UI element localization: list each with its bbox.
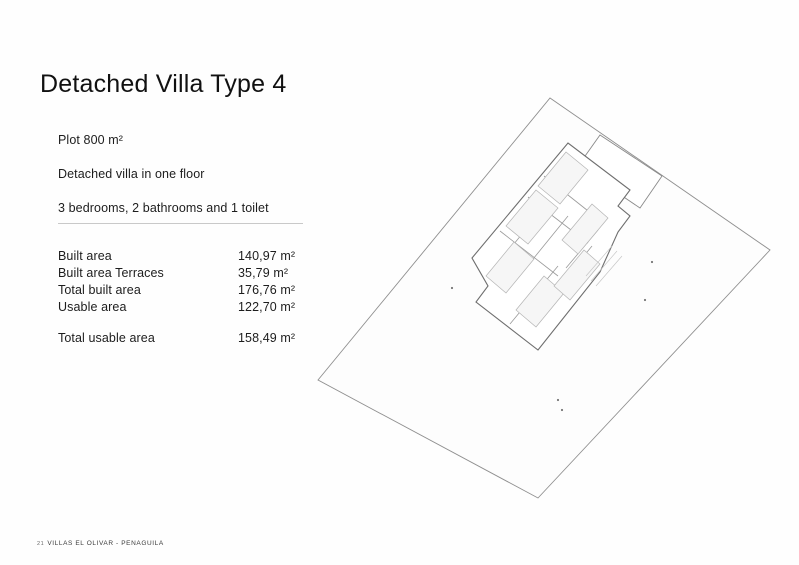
table-row [58,248,308,265]
table-row [58,299,308,316]
total-value: 158,49 m² [238,331,296,345]
table-row [58,265,308,282]
table-row [58,282,308,299]
total-usable-area-row [58,330,308,347]
areas-table [58,248,308,316]
spec-floors: Detached villa in one floor [58,167,205,181]
area-label: Total built area [58,283,141,297]
footer-text: VILLAS EL OLIVAR - PENAGUILA [47,540,164,547]
spec-rooms: 3 bedrooms, 2 bathrooms and 1 toilet [58,201,303,224]
page-title: Detached Villa Type 4 [40,70,287,98]
area-value: 140,97 m² [238,249,296,263]
spec-plot: Plot 800 m² [58,133,124,147]
page-number: 21 [37,541,45,547]
floor-plan [300,80,790,500]
area-value: 35,79 m² [238,266,289,280]
total-label: Total usable area [58,331,155,345]
site-plan-svg [300,80,790,500]
footer [37,540,164,547]
area-label: Usable area [58,300,127,314]
area-label: Built area Terraces [58,266,164,280]
area-value: 176,76 m² [238,283,296,297]
area-label: Built area [58,249,112,263]
area-value: 122,70 m² [238,300,296,314]
